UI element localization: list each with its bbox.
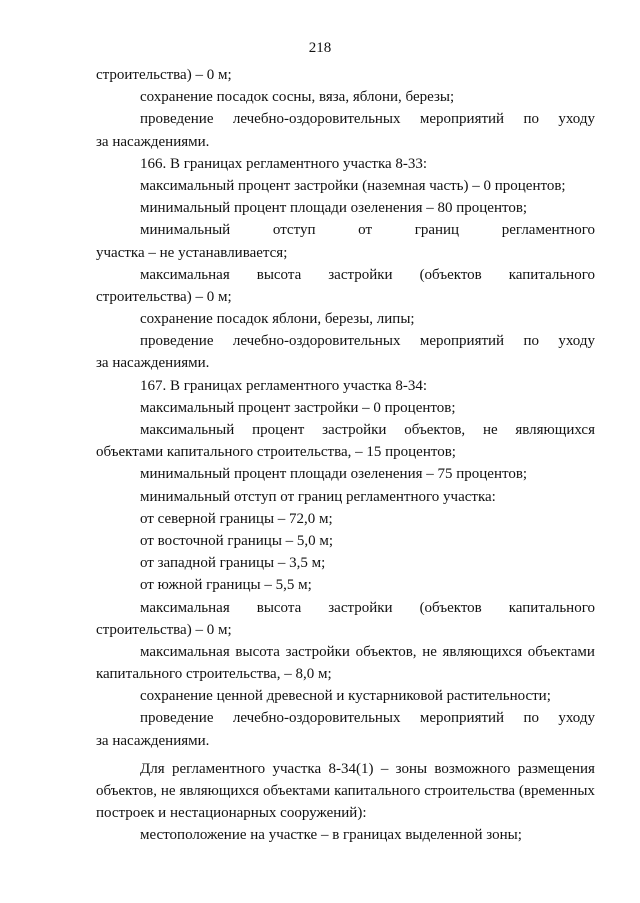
text-line-35: местоположение на участке – в границах выделенной зоны;	[140, 827, 522, 844]
word: 8-34(1)	[328, 760, 374, 777]
text-line-12: сохранение посадок яблони, березы, липы;	[140, 311, 415, 328]
text-line-31: за насаждениями.	[96, 732, 210, 749]
word: застройки	[328, 266, 393, 283]
word: (временных	[518, 783, 595, 799]
word: объектами	[527, 643, 595, 660]
text-line-3	[96, 108, 595, 130]
text-line-16: максимальный процент застройки – 0 процентов;	[140, 399, 456, 416]
text-line-8	[96, 219, 595, 241]
word: высота	[256, 266, 302, 283]
text-line-20: минимальный отступ от границ регламентного участка:	[140, 488, 496, 505]
word: объектов,	[355, 643, 417, 660]
word: являющихся	[515, 422, 595, 438]
section-heading-166: 166. В границах регламентного участка 8-33:	[140, 155, 428, 172]
word: мероприятий	[419, 333, 505, 350]
word: застройки	[322, 422, 387, 438]
word: регламентного	[171, 760, 266, 777]
word: регламентного	[501, 222, 595, 239]
text-line-25	[96, 597, 595, 619]
word: мероприятий	[419, 111, 505, 128]
word: –	[380, 760, 389, 777]
word: лечебно-оздоровительных	[232, 333, 401, 350]
text-line-14: за насаждениями.	[96, 355, 210, 372]
text-line-7: минимальный процент площади озеленения – 80 процентов;	[140, 200, 528, 217]
word: отступ	[272, 222, 316, 239]
word: максимальный	[140, 422, 235, 438]
word: уходу	[558, 710, 595, 727]
text-line-13	[96, 330, 595, 352]
word: лечебно-оздоровительных	[232, 111, 401, 128]
word: максимальная	[140, 599, 230, 616]
word: проведение	[140, 333, 214, 350]
section-heading-167: 167. В границах регламентного участка 8-34:	[140, 377, 428, 394]
word: капитального	[508, 266, 595, 283]
word: капитального	[334, 783, 421, 799]
text-line-6: максимальный процент застройки (наземная часть) – 0 процентов;	[140, 177, 566, 194]
word: являющихся	[179, 783, 260, 799]
word: зоны	[395, 760, 428, 777]
text-line-18: объектами капитального строительства, – 15 процентов;	[96, 444, 456, 461]
text-line-23: от западной границы – 3,5 м;	[140, 555, 326, 572]
word: лечебно-оздоровительных	[232, 710, 401, 727]
word: высота	[235, 643, 280, 660]
word: строительства	[424, 783, 515, 799]
text-line-4: за насаждениями.	[96, 133, 210, 150]
word: капитального	[508, 599, 595, 616]
text-line-27	[96, 641, 595, 663]
text-line-33	[96, 780, 595, 802]
word: объектов,	[96, 783, 157, 799]
text-line-28: капитального строительства, – 8,0 м;	[96, 666, 332, 683]
word: Для	[140, 760, 165, 777]
word: застройки	[328, 599, 393, 616]
word: возможного	[434, 760, 511, 777]
word: проведение	[140, 111, 214, 128]
word: объектами	[262, 783, 331, 799]
word: максимальная	[140, 643, 230, 660]
word: минимальный	[140, 222, 231, 239]
word: (объектов	[419, 599, 482, 616]
word: мероприятий	[419, 710, 505, 727]
text-line-24: от южной границы – 5,5 м;	[140, 577, 312, 594]
word: не	[422, 643, 437, 660]
word: размещения	[517, 760, 595, 777]
word: от	[358, 222, 373, 239]
text-line-10	[96, 264, 595, 286]
text-line-32	[96, 758, 595, 780]
word: уходу	[558, 111, 595, 128]
word: объектов,	[404, 422, 466, 438]
word: не	[482, 422, 498, 438]
word: не	[160, 783, 176, 799]
text-line-2: сохранение посадок сосны, вяза, яблони, березы;	[140, 89, 455, 106]
text-line-17	[96, 419, 595, 441]
word: застройки	[285, 643, 350, 660]
word: уходу	[558, 333, 595, 350]
word: (объектов	[419, 266, 482, 283]
text-line-30	[96, 707, 595, 729]
document-body	[96, 64, 595, 847]
text-line-11: строительства) – 0 м;	[96, 288, 232, 305]
page-number: 218	[308, 40, 332, 56]
text-line-19: минимальный процент площади озеленения – 75 процентов;	[140, 466, 528, 483]
text-line-22: от восточной границы – 5,0 м;	[140, 532, 334, 549]
text-line-21: от северной границы – 72,0 м;	[140, 510, 333, 527]
word: высота	[256, 599, 302, 616]
text-line-9: участка – не устанавливается;	[96, 244, 288, 261]
word: границ	[414, 222, 460, 239]
word: максимальная	[140, 266, 230, 283]
text-line-1: строительства) – 0 м;	[96, 67, 232, 83]
text-line-34: построек и нестационарных сооружений):	[96, 805, 367, 822]
text-line-29: сохранение ценной древесной и кустарниковой растительности;	[140, 688, 551, 705]
word: по	[523, 111, 539, 128]
word: по	[523, 710, 539, 727]
word: являющихся	[442, 643, 523, 660]
word: по	[523, 333, 539, 350]
word: проведение	[140, 710, 214, 727]
word: процент	[252, 422, 305, 438]
word: участка	[272, 760, 322, 777]
text-line-26: строительства) – 0 м;	[96, 621, 232, 638]
